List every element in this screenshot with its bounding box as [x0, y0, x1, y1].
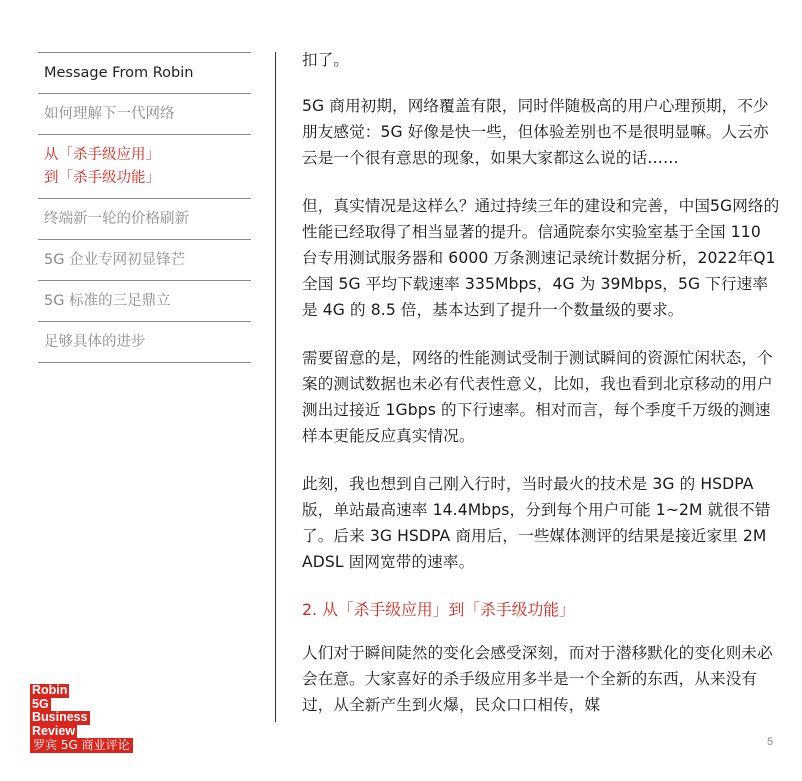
toc-item-next-gen-network[interactable]: 如何理解下一代网络 [38, 93, 251, 134]
page-number: 5 [767, 736, 774, 748]
logo-line: 5G [32, 696, 49, 711]
logo-line: Robin [32, 683, 68, 697]
paragraph: 人们对于瞬间陡然的变化会感受深刻，而对于潜移默化的变化则未必会在意。大家喜好的杀手级应用多半是一个全新的东西，从来没有过，从全新产生到火爆，民众口口相传，媒 [302, 644, 773, 714]
paragraph: 扣了。 [302, 51, 350, 69]
logo-line: Business [32, 710, 88, 724]
toc-item-killer-app-to-killer-feature[interactable] [38, 134, 251, 198]
paragraph: 但，真实情况是这样么？通过持续三年的建设和完善，中国5G网络的性能已经取得了相当显著的提升。信通院泰尔实验室基于全国 110 台专用测试服务器和 6000 万条测速记录统计数据分析，2022年Q1全国 5G 平均下载速率 335Mbps，4G 为 39Mbps，5G 下行速率是 4G 的 8.5 倍，基本达到了提升一个数量级的要求。 [302, 197, 780, 319]
publication-logo [30, 684, 142, 753]
article-body [302, 47, 780, 740]
toc-item-device-price-refresh[interactable]: 终端新一轮的价格刷新 [38, 198, 251, 239]
column-divider [275, 52, 276, 722]
table-of-contents [38, 52, 251, 363]
logo-line: Review [32, 723, 76, 738]
toc-item-line: 到「杀手级功能」 [44, 170, 160, 186]
paragraph: 5G 商用初期，网络覆盖有限，同时伴随极高的用户心理预期，不少朋友感觉：5G 好像是快一些，但体验差别也不是很明显嘛。人云亦云是一个很有意思的现象，如果大家都这么说的话…… [302, 97, 769, 167]
toc-item-line: 从「杀手级应用」 [44, 147, 160, 163]
paragraph: 此刻，我也想到自己刚入行时，当时最火的技术是 3G 的 HSDPA 版，单站最高速率 14.4Mbps，分到每个用户可能 1~2M 就很不错了。后来 3G HSDPA 商用后，一些媒体测评的结果是接近家里 2M ADSL 固网宽带的速率。 [302, 475, 771, 571]
toc-item-5g-private-network[interactable]: 5G 企业专网初显锋芒 [38, 239, 251, 280]
toc-item-5g-standards[interactable]: 5G 标准的三足鼎立 [38, 280, 251, 321]
toc-item-message-from-robin[interactable]: Message From Robin [38, 52, 251, 93]
logo-chinese-name: 罗宾 5G 商业评论 [30, 738, 133, 753]
section-heading: 2. 从「杀手级应用」到「杀手级功能」 [302, 600, 575, 619]
paragraph: 需要留意的是，网络的性能测试受制于测试瞬间的资源忙闲状态，个案的测试数据也未必有代表性意义，比如，我也看到北京移动的用户测出过接近 1Gbps 的下行速率。相对而言，每个季度千万级的测速样本更能反应真实情况。 [302, 349, 773, 445]
toc-item-concrete-progress[interactable]: 足够具体的进步 [38, 321, 251, 363]
